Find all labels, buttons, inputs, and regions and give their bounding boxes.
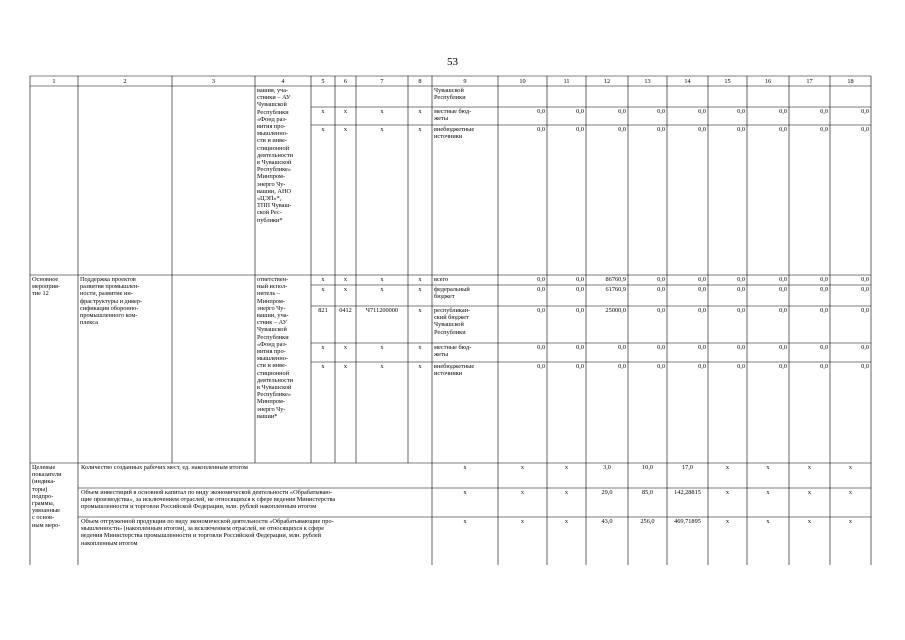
value-cell: 0,0 [537,307,545,314]
value-cell: 0,0 [779,307,787,314]
indicator-text: промышленности и торговли Российской Федерации, млн. рублей накопленным итогом [81,503,317,511]
executor-text: вития про- [257,123,286,130]
value-cell: 0,0 [698,126,706,133]
source-text: республикан- [434,307,471,314]
column-header: 1 [52,77,56,85]
event-title: промышленного ком- [80,312,138,319]
value-cell: 0,0 [576,126,584,133]
executor-text: Минпром- [257,398,285,406]
value-cell: 0,0 [618,363,626,370]
value-cell: 0,0 [576,344,584,351]
value-cell: 0,0 [820,108,828,115]
value-cell: 0,0 [861,276,869,283]
executor-text: мышленно- [257,130,288,138]
event-title: развития промышлен- [80,283,140,291]
value-cell: 0,0 [576,276,584,283]
value-cell: 0,0 [820,286,828,293]
code-cell: x [380,108,384,115]
executor-text: в Чувашской [257,159,292,166]
column-header: 7 [380,77,384,85]
value-cell: 0,0 [779,363,787,370]
source-text: источники [434,133,463,141]
indicator-value: x [766,518,770,525]
code-cell: x [418,307,422,314]
indicator-value: x [564,489,569,496]
value-cell: 0,0 [737,126,745,133]
indicator-value: x [848,518,853,525]
value-cell: 0,0 [861,286,869,293]
executor-text: Чувашской [257,101,287,109]
event-label: Основное [32,276,59,283]
value-cell: 86760,9 [605,276,626,283]
indicator-value: x [725,489,730,496]
value-cell: 0,0 [698,344,706,351]
value-cell: 0,0 [861,108,869,115]
value-cell: 0,0 [698,286,706,293]
value-cell: 0,0 [537,126,545,133]
code-cell: x [418,276,422,283]
value-cell: 0,0 [537,108,545,115]
value-cell: 0,0 [618,344,626,351]
code-cell: Ч711200000 [365,307,399,314]
value-cell: 0,0 [657,126,665,133]
code-cell: x [321,126,325,133]
event-label: тие 12 [32,290,49,298]
value-cell: 0,0 [537,363,545,370]
value-cell: 0,0 [779,108,787,115]
value-cell: 0,0 [576,363,584,370]
value-cell: 61760,9 [605,286,626,293]
value-cell: 0,0 [820,276,828,283]
column-header: 11 [563,77,570,85]
executor-text: деятельности [257,376,294,384]
source-text: всего [434,276,449,283]
indicator-value: x [766,464,770,471]
value-cell: 0,0 [820,307,828,314]
indicator-text: накопленным итогом [81,539,138,547]
targets-label: подпро- [32,492,54,500]
indicator-value: x [463,489,467,496]
indicator-value: x [807,518,812,525]
targets-label: граммы, [32,500,55,507]
value-cell: 0,0 [779,344,787,351]
indicator-value: 85,0 [641,489,654,496]
code-cell: x [343,276,348,283]
column-header: 16 [764,77,772,85]
value-cell: 0,0 [657,276,665,283]
value-cell: 0,0 [737,276,745,283]
event-label: мероприя- [32,283,60,291]
executor-text: вашии, уча- [257,312,289,319]
event-title: Поддержка проектов [80,276,136,283]
indicator-text: Объем инвестиций в основной капитал по виду экономической деятельности «Обрабатываю- [81,489,333,496]
code-cell: x [380,276,384,283]
column-header: 6 [343,77,348,85]
column-header: 9 [463,77,467,85]
value-cell: 0,0 [537,276,545,283]
indicator-value: x [564,464,569,471]
code-cell: x [343,344,348,351]
source-text: источники [434,370,463,378]
code-cell: x [380,286,384,293]
executor-text: энерго Чу- [257,180,286,188]
executor-text: Минпром- [257,297,285,305]
value-cell: 0,0 [779,276,787,283]
code-cell: x [418,126,422,133]
event-title: ности, развитие ин- [80,290,133,298]
executor-text: Республики [257,108,289,116]
page-number: 53 [447,56,458,68]
indicator-value: x [766,489,770,496]
executor-text: ответствен- [257,276,289,283]
value-cell: 0,0 [861,126,869,133]
code-cell: x [343,286,348,293]
executor-text: энерго Чу- [257,405,286,413]
column-header: 3 [211,77,216,85]
indicator-value: 256,0 [640,518,655,525]
source-text: бюджет [434,293,455,301]
column-header: 12 [603,77,611,85]
value-cell: 0,0 [820,126,828,133]
executor-text: сти и инве- [257,137,288,145]
indicator-value: 142,28815 [674,489,701,496]
event-title: сификация оборонно- [80,304,139,312]
executor-text: стник – АУ [257,319,288,327]
indicator-value: 17,0 [681,464,694,471]
indicator-value: x [520,464,525,471]
event-title: фраструктуры и дивер- [80,297,143,305]
executor-text: Чувашской [257,326,287,334]
indicator-value: x [807,464,812,471]
indicator-value: x [848,464,853,471]
source-text: Республики [434,328,466,336]
indicator-value: x [520,489,525,496]
code-cell: x [321,276,325,283]
executor-text: ской Рес- [257,209,282,217]
code-cell: x [418,363,422,370]
value-cell: 0,0 [576,286,584,293]
code-cell: x [343,363,348,370]
executor-text: деятельности [257,151,294,159]
code-cell: x [380,344,384,351]
indicator-text: Количество созданных рабочих мест, ед. накопленным итогом [81,464,248,471]
event-title: плекса [80,319,98,327]
executor-text: мышленно- [257,355,288,363]
code-cell: x [321,363,325,370]
indicator-value: x [463,518,467,525]
source-text: ский бюджет [434,314,469,322]
code-cell: x [418,286,422,293]
executor-text: «Фонд раз- [257,115,287,123]
code-cell: x [380,126,384,133]
value-cell: 0,0 [861,344,869,351]
executor-text: публики* [257,216,283,224]
executor-text: стники – АУ [257,94,291,102]
value-cell: 0,0 [737,344,745,351]
value-cell: 0,0 [657,363,665,370]
value-cell: 0,0 [698,307,706,314]
indicator-text: Объем отгруженной продукции по виду экономической деятельности «Обрабатывающие про- [81,518,334,525]
targets-label: показатели [32,471,62,479]
column-header: 2 [123,77,127,85]
value-cell: 0,0 [698,363,706,370]
indicator-value: x [564,518,569,525]
value-cell: 0,0 [657,307,665,314]
executor-text: энерго Чу- [257,304,286,312]
column-header: 8 [418,77,422,85]
value-cell: 0,0 [618,126,626,133]
indicator-value: x [807,489,812,496]
indicator-text: щие производства», за исключением отраслей, не относящихся к сфере ведения Министерства [81,496,336,504]
executor-text: вашии* [257,412,278,420]
indicator-value: x [463,464,467,471]
executor-text: Республике» [257,391,292,399]
executor-text: вашии, АНО [257,187,292,195]
source-text: внебюджетные [434,363,475,370]
targets-label: торы) [32,485,48,493]
targets-label: Целевые [32,464,56,471]
executor-text: вашия, уча- [257,87,289,94]
column-header: 5 [321,77,325,85]
value-cell: 25000,0 [605,307,626,314]
code-cell: x [380,363,384,370]
executor-text: вития про- [257,348,286,355]
column-header: 15 [724,77,731,85]
value-cell: 0,0 [657,344,665,351]
executor-text: ный испол- [257,283,288,291]
code-cell: x [321,108,325,115]
column-header: 17 [806,77,813,85]
executor-text: Республики [257,333,289,341]
code-cell: x [343,126,348,133]
indicator-value: 3,0 [603,464,611,471]
value-cell: 0,0 [779,286,787,293]
indicator-value: 43,0 [601,518,613,525]
value-cell: 0,0 [779,126,787,133]
indicator-value: 29,0 [601,489,613,496]
source-text: жеты [434,351,449,359]
value-cell: 0,0 [820,344,828,351]
executor-text: Республике» [257,166,292,174]
value-cell: 0,0 [737,108,745,115]
source-text: федеральный [434,286,470,293]
source-text: Чувашской [434,87,464,94]
code-cell: x [321,286,325,293]
value-cell: 0,0 [698,276,706,283]
executor-text: ТПП Чуваш- [257,202,292,210]
executor-text: нитель – [257,290,281,298]
indicator-value: 10,0 [641,464,654,471]
code-cell: x [418,108,422,115]
executor-text: Минпром- [257,173,285,181]
executor-text: «Фонд раз- [257,340,287,348]
indicator-value: x [725,518,730,525]
executor-text: стиционной [257,144,290,152]
code-cell: 0412 [339,307,352,314]
value-cell: 0,0 [618,108,626,115]
value-cell: 0,0 [737,286,745,293]
value-cell: 0,0 [737,307,745,314]
executor-text: в Чувашской [257,384,292,391]
executor-text: стиционной [257,369,290,377]
targets-label: с основ- [32,514,55,522]
code-cell: x [321,344,325,351]
indicator-text: мышленности» (накопленным итогом), за исключением отраслей, не относящихся к сфере [81,525,325,533]
value-cell: 0,0 [657,286,665,293]
column-header: 4 [281,77,285,85]
indicator-value: x [848,489,853,496]
source-text: Чувашской [434,321,464,329]
executor-text: «ЦЭП»*, [257,195,282,202]
indicator-value: x [725,464,730,471]
indicator-text: ведения Министерства промышленности и торговли Российской Федерации, млн. рублей [81,532,322,540]
value-cell: 0,0 [698,108,706,115]
column-header: 13 [644,77,651,85]
source-text: местные бюд- [434,108,472,115]
targets-label: ным меро- [32,521,61,529]
value-cell: 0,0 [861,363,869,370]
column-header: 10 [519,77,526,85]
targets-label: (индика- [32,478,56,486]
executor-text: сти и инве- [257,362,288,370]
source-text: жеты [434,115,449,123]
code-cell: 821 [318,307,328,314]
source-text: местные бюд- [434,344,472,351]
value-cell: 0,0 [657,108,665,115]
value-cell: 0,0 [737,363,745,370]
column-header: 18 [847,77,854,85]
value-cell: 0,0 [537,344,545,351]
value-cell: 0,0 [537,286,545,293]
value-cell: 0,0 [576,108,584,115]
code-cell: x [418,344,422,351]
source-text: внебюджетные [434,126,475,133]
value-cell: 0,0 [861,307,869,314]
indicator-value: x [520,518,525,525]
value-cell: 0,0 [820,363,828,370]
source-text: Республики [434,94,466,102]
targets-label: увязанные [32,507,60,515]
code-cell: x [343,108,348,115]
column-header: 14 [684,77,691,85]
indicator-value: 469,71895 [674,518,701,525]
value-cell: 0,0 [576,307,584,314]
